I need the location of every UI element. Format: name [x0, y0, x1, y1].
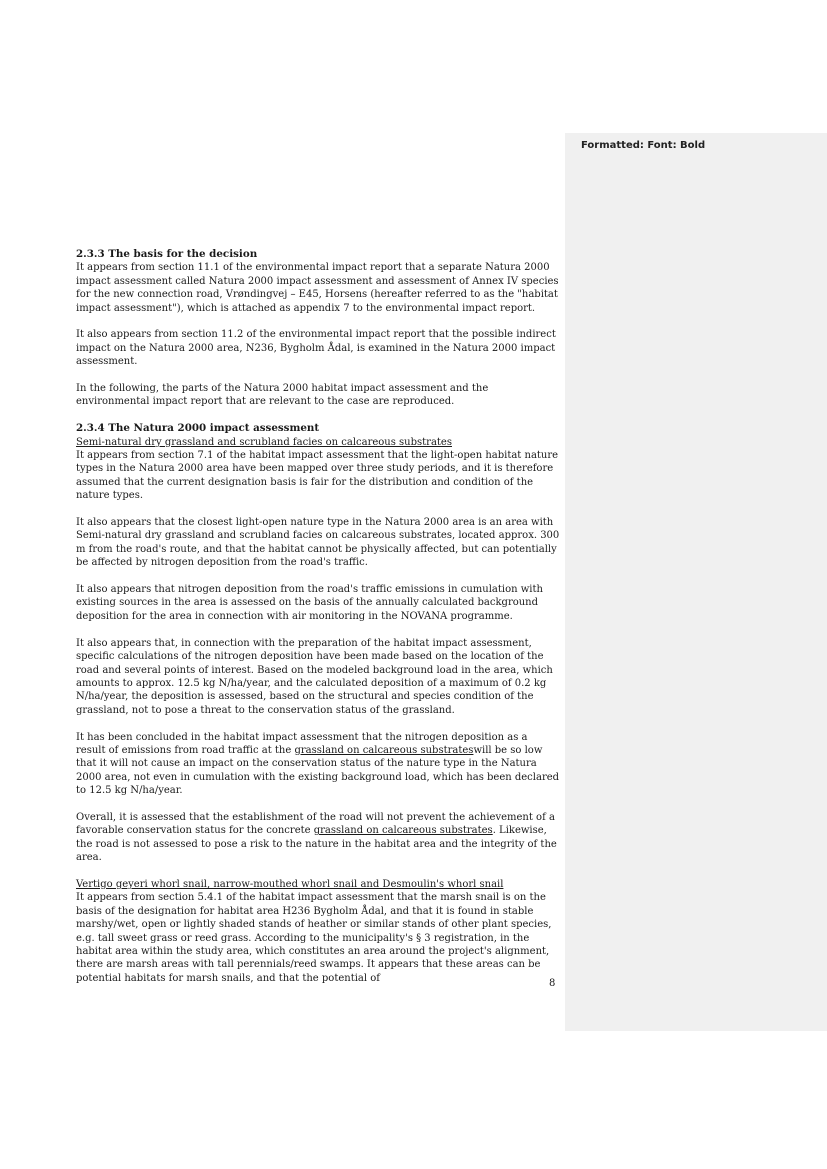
tracked-change-text: grassland on calcareous substrates: [294, 744, 474, 756]
comment-format-note: Formatted: Font: Bold: [581, 140, 706, 151]
snail-section: [76, 878, 560, 985]
section-heading: 2.3.3 The basis for the decision: [76, 248, 258, 260]
comment-pane: [565, 133, 827, 1031]
text-run: . Likewise, the road is not assessed to pose a risk to the nature in the habitat area and the integrity of the area.: [76, 825, 557, 864]
tracked-change-text: grassland on calcareous substrates: [313, 825, 493, 837]
subheading-grassland: Semi-natural dry grassland and scrubland facies on calcareous substrates: [76, 436, 452, 448]
paragraph: In the following, the parts of the Natura 2000 habitat impact assessment and the environmental impact report that are relevant to the case are reproduced.: [76, 383, 489, 408]
section-2-3-4: [76, 422, 560, 502]
text-run: will be so low that it will not cause an impact on the conservation status of the nature type in the Natura 2000 area, not even in cumulation with the existing background load, which has been declared to 12.5 kg N/ha/year.: [76, 744, 560, 797]
section-heading: 2.3.4 The Natura 2000 impact assessment: [76, 422, 320, 435]
paragraph: It also appears that, in connection with the preparation of the habitat impact assessment, specific calculations of the nitrogen deposition have been made based on the location of the road and several points of interest. Based on the modeled background load in the area, which amounts to approx. 12.5 kg N/ha/year, and the calculated deposition of a maximum of 0.2 kg N/ha/year, the deposition is assessed, based on the structural and species condition of the grassland, not to pose a threat to the conservation status of the grassland.: [76, 637, 553, 716]
subheading-snails: Vertigo geyeri whorl snail, narrow-mouthed whorl snail and Desmoulin's whorl snail: [76, 878, 504, 890]
paragraph: It appears from section 11.1 of the environmental impact report that a separate Natura 2000 impact assessment called Natura 2000 impact assessment and assessment of Annex IV species for the new connection road, Vrøndingvej – E45, Horsens (hereafter referred to as the "habitat impact assessment"), which is attached as appendix 7 to the environmental impact report.: [76, 262, 559, 314]
section-2-3-3: [76, 248, 560, 315]
paragraph: It appears from section 7.1 of the habitat impact assessment that the light-open habitat nature types in the Natura 2000 area have been mapped over three study periods, and it is therefore assumed that the current designation basis is fair for the distribution and condition of the nature types.: [76, 450, 559, 502]
paragraph-overall: [76, 811, 560, 865]
text-run: It has been concluded in the habitat impact assessment that the nitrogen deposition as a result of emissions from road traffic at the: [76, 731, 528, 756]
paragraph: It appears from section 5.4.1 of the habitat impact assessment that the marsh snail is on the basis of the designation for habitat area H236 Bygholm Ådal, and that it is found in stable marshy/wet, open or lightly shaded stands of heather or similar stands of other plant species, e.g. tall sweet grass or reed grass. According to the municipality's § 3 registration, in the habitat area within the study area, which constitutes an area around the project's alignment, there are marsh areas with tall perennials/reed swamps. It appears that these areas can be potential habitats for marsh snails, and that the potential of: [76, 892, 552, 984]
paragraph: It also appears that the closest light-open nature type in the Natura 2000 area is an area with Semi-natural dry grassland and scrubland facies on calcareous substrates, located approx. 300 m from the road's route, and that the habitat cannot be physically affected, but can potentially be affected by nitrogen deposition from the road's traffic.: [76, 517, 560, 569]
document-body: [76, 248, 560, 999]
text-run: Overall, it is assessed that the establishment of the road will not prevent the achievement of a favorable conservation status for the concrete: [76, 811, 555, 837]
paragraph: It also appears that nitrogen deposition from the road's traffic emissions in cumulation with existing sources in the area is assessed on the basis of the annually calculated background deposition for the area in connection with air monitoring in the NOVANA programme.: [76, 584, 543, 622]
page-number: 8: [549, 978, 556, 989]
paragraph-conclusion: [76, 731, 560, 798]
paragraph: It also appears from section 11.2 of the environmental impact report that the possible indirect impact on the Natura 2000 area, N236, Bygholm Ådal, is examined in the Natura 2000 impact assessment.: [76, 329, 556, 368]
